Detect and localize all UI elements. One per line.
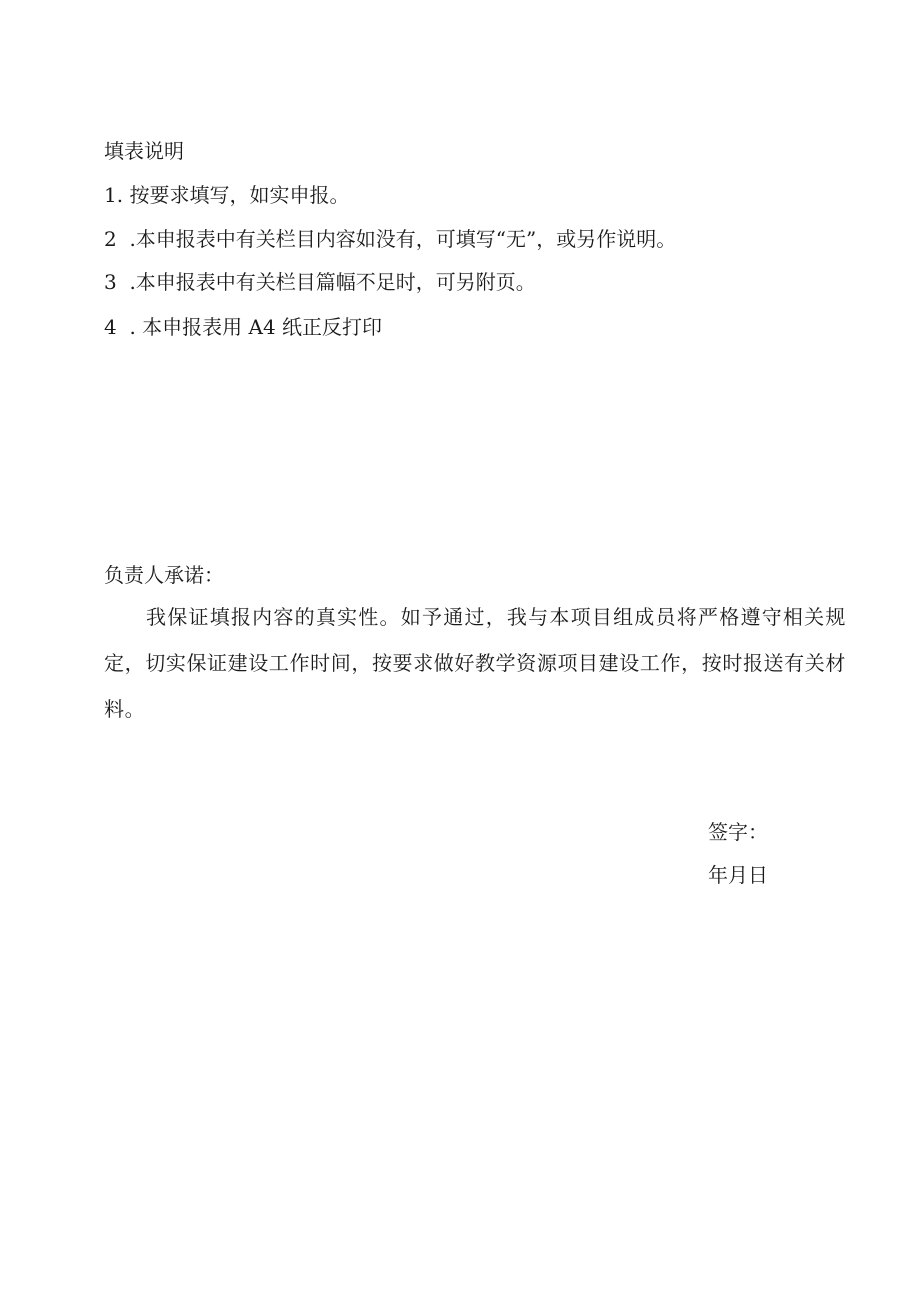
commitment-title: 负责人承诺：	[104, 563, 224, 587]
instruction-item-2: 2 .本申报表中有关栏目内容如没有，可填写“无”，或另作说明。	[104, 227, 677, 251]
signature-label: 签字：	[708, 820, 768, 844]
instructions-title: 填表说明	[104, 139, 184, 163]
instruction-item-4: 4 . 本申报表用 A4 纸正反打印	[104, 315, 383, 339]
date-label: 年月日	[708, 863, 768, 887]
instruction-item-3: 3 .本申报表中有关栏目篇幅不足时，可另附页。	[104, 270, 536, 294]
commitment-body: 我保证填报内容的真实性。如予通过，我与本项目组成员将严格遵守相关规定，切实保证建设工作时间，按要求做好教学资源项目建设工作，按时报送有关材料。	[104, 605, 846, 721]
instruction-item-1: 1. 按要求填写，如实申报。	[104, 183, 350, 207]
